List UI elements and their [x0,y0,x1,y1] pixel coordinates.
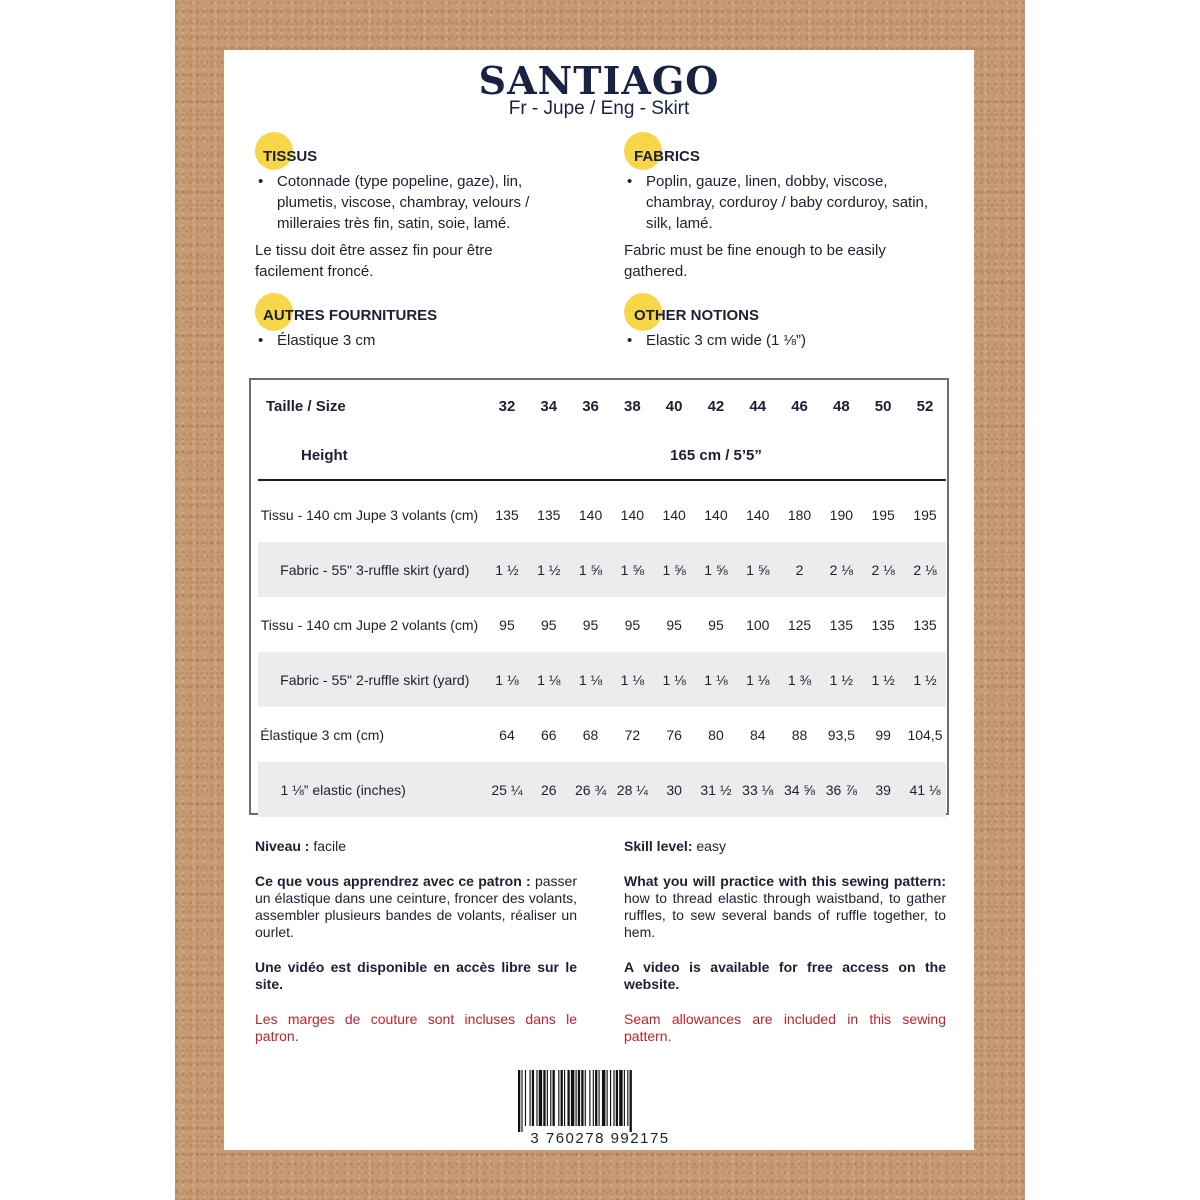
fr-fabrics-list-item: • Cotonnade (type popeline, gaze), lin, plumetis, viscose, chambray, velours / milleraies très fin, satin, soie, lamé. [255,171,555,234]
value-cell: 34 ⅝ [779,762,821,817]
size-cell: 50 [874,397,892,415]
height-label: Height [258,432,486,480]
table-row [258,652,946,707]
fr-level [255,838,577,855]
value-cell: 1 ⅛ [737,652,779,707]
size-cell: 34 [540,397,558,415]
en-video-note: A video is available for free access on the website. [624,959,946,992]
value-cell: 2 ⅛ [904,542,946,597]
value-cell: 84 [749,726,766,743]
fr-seam-note: Les marges de couture sont incluses dans le patron. [255,1011,577,1044]
row-item: 2-ruffle skirt (yard) [356,652,486,707]
value-cell: 36 ⅞ [820,762,862,817]
size-cell: 52 [916,397,934,415]
value-cell: 88 [791,726,808,743]
value-cell: 140 [746,506,770,523]
value-cell: 33 ⅛ [737,762,779,817]
en-level-label: Skill level: [624,838,693,854]
row-item: (inches) [356,762,486,817]
value-cell: 1 ½ [820,652,862,707]
value-cell: 1 ½ [904,652,946,707]
fr-level-value: facile [313,838,347,854]
row-label: 1 ⅛” elastic [258,762,356,817]
value-cell: 39 [862,762,904,817]
en-learn [624,873,946,941]
row-label: Fabric - 55" [258,542,356,597]
fr-learn [255,873,577,941]
en-fabrics-list-item: • Poplin, gauze, linen, dobby, viscose, chambray, corduroy / baby corduroy, satin, silk, lamé. [624,171,946,234]
size-chart [249,378,949,815]
value-cell: 80 [708,726,724,743]
value-cell: 135 [537,506,561,523]
value-cell: 140 [662,506,686,523]
size-cell: 36 [582,397,599,415]
value-cell: 68 [582,726,599,743]
row-label: Fabric - 55" [258,652,356,707]
value-cell: 180 [787,506,812,523]
en-learn-text: how to thread elastic through waistband, to gather ruffles, to sew several bands of ruffle together, to hem. [624,890,946,940]
value-cell: 1 ⅛ [570,652,612,707]
value-cell: 95 [582,616,599,633]
table-row [258,762,946,817]
en-fabrics-note: Fabric must be fine enough to be easily gathered. [624,242,886,280]
size-cell: 40 [665,397,683,415]
value-cell: 1 ⅛ [486,652,528,707]
row-item: (cm) [356,726,385,743]
fr-fabrics-note: Le tissu doit être assez fin pour être facilement froncé. [255,242,493,280]
en-learn-label: What you will practice with this sewing pattern: [624,873,946,889]
value-cell: 140 [620,506,645,523]
value-cell: 1 ⅝ [611,542,653,597]
row-item: Jupe 3 volants (cm) [356,506,479,523]
row-label: Tissu - 140 cm [260,506,353,523]
barcode-number: 3 760278 992175 [530,1130,670,1147]
en-fabrics-section [624,146,946,282]
table-row [258,597,946,652]
value-cell: 135 [871,616,895,633]
size-cell: 48 [832,397,850,415]
value-cell: 25 ¼ [486,762,528,817]
size-table [258,380,946,817]
size-header-row [258,380,946,432]
fr-notions-heading: AUTRES FOURNITURES [263,307,438,324]
value-cell: 93,5 [827,726,855,743]
en-fabrics-heading: FABRICS [634,148,700,165]
fr-info-column [255,838,577,1063]
pattern-subtitle: Fr - Jupe / Eng - Skirt [508,98,690,119]
fr-level-label: Niveau : [255,838,310,854]
pattern-title: SANTIAGO [478,58,720,103]
value-cell: 125 [787,616,812,633]
fr-notions-list-item: • Élastique 3 cm [255,330,555,351]
fr-notions-section [255,305,555,351]
value-cell: 95 [708,616,724,633]
size-cell: 38 [624,397,641,415]
value-cell: 135 [495,506,519,523]
value-cell: 195 [913,506,937,523]
value-cell: 95 [666,616,682,633]
value-cell: 140 [704,506,728,523]
en-seam-note: Seam allowances are included in this sewing pattern. [624,1011,946,1044]
value-cell: 2 ⅛ [862,542,904,597]
value-cell: 195 [871,506,895,523]
row-label: Élastique 3 cm [260,726,353,743]
row-item: Jupe 2 volants (cm) [356,616,479,633]
value-cell: 100 [746,616,770,633]
value-cell: 30 [653,762,695,817]
en-info-column [624,838,946,1063]
value-cell: 190 [829,506,854,523]
value-cell: 2 [779,542,821,597]
en-notions-section [624,305,946,351]
value-cell: 1 ⅝ [737,542,779,597]
fr-learn-text: passer un élastique dans une ceinture, froncer des volants, assembler plusieurs bandes de volants, réaliser un ourlet. [255,873,577,940]
value-cell: 104,5 [907,726,943,743]
en-level [624,838,946,855]
fr-learn-label: Ce que vous apprendrez avec ce patron : [255,873,531,889]
value-cell: 1 ½ [862,652,904,707]
value-cell: 2 ⅛ [820,542,862,597]
value-cell: 1 ⅝ [570,542,612,597]
value-cell: 135 [913,616,937,633]
value-cell: 140 [578,506,603,523]
value-cell: 31 ½ [695,762,737,817]
value-cell: 26 ¾ [570,762,612,817]
value-cell: 95 [624,616,641,633]
fr-fabrics-section [255,146,555,282]
barcode [516,1070,676,1132]
value-cell: 76 [666,726,682,743]
table-row [258,542,946,597]
value-cell: 26 [528,762,570,817]
fr-video-note: Une vidéo est disponible en accès libre sur le site. [255,959,577,992]
value-cell: 1 ⅛ [653,652,695,707]
value-cell: 1 ⅝ [653,542,695,597]
value-cell: 99 [875,726,891,743]
size-cell: 42 [707,397,725,415]
size-cell: 44 [749,397,767,415]
pattern-sheet [224,50,974,1150]
height-value: 165 cm / 5’5” [486,432,946,480]
value-cell: 95 [499,616,515,633]
value-cell: 135 [829,616,854,633]
height-row [258,432,946,480]
value-cell: 66 [540,726,557,743]
en-notions-list-item: • Elastic 3 cm wide (1 ⅛”) [624,330,946,351]
row-label: Tissu - 140 cm [260,616,353,633]
value-cell: 64 [499,726,515,743]
size-label: Taille / Size [266,397,346,415]
value-cell: 95 [540,616,557,633]
value-cell: 28 ¼ [611,762,653,817]
fr-fabrics-heading: TISSUS [263,148,318,165]
value-cell: 1 ⅜ [779,652,821,707]
value-cell: 1 ⅝ [695,542,737,597]
table-row [258,487,946,542]
en-notions-heading: OTHER NOTIONS [634,307,760,324]
size-cell: 32 [498,397,516,415]
value-cell: 41 ⅛ [904,762,946,817]
value-cell: 1 ⅛ [528,652,570,707]
value-cell: 1 ⅛ [695,652,737,707]
value-cell: 1 ⅛ [611,652,653,707]
row-item: 3-ruffle skirt (yard) [356,542,486,597]
value-cell: 1 ½ [486,542,528,597]
value-cell: 72 [624,726,641,743]
en-level-value: easy [696,838,726,854]
value-cell: 1 ½ [528,542,570,597]
size-cell: 46 [791,397,808,415]
table-row [258,707,946,762]
